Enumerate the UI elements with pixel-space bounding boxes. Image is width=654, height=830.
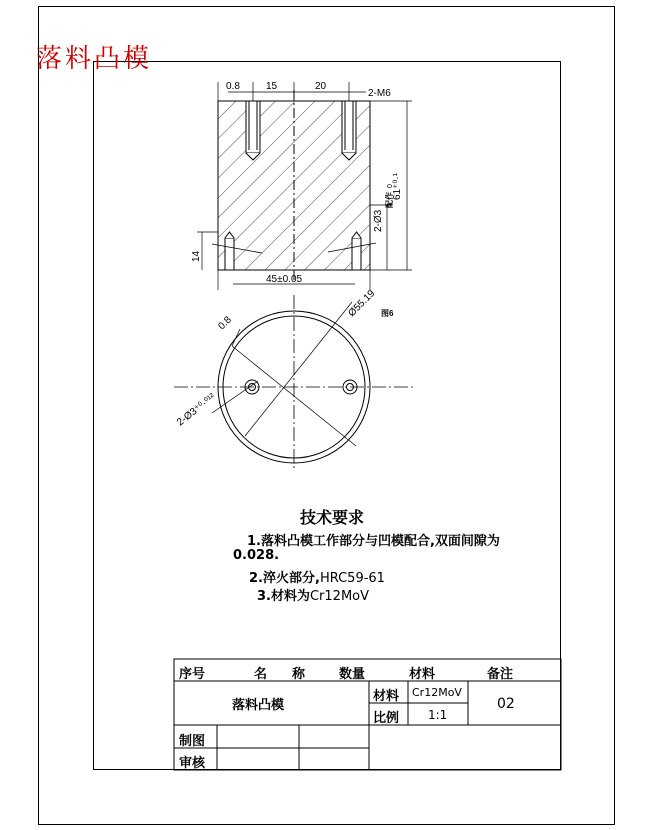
material-label: 材料 bbox=[373, 689, 400, 704]
header-note: 备注 bbox=[487, 667, 514, 682]
requirement-3-value: Cr12MoV bbox=[309, 589, 370, 604]
dim-width-20: 20 bbox=[315, 81, 327, 92]
header-material: 材料 bbox=[409, 667, 436, 682]
checked-by-label: 审核 bbox=[179, 756, 206, 771]
side-note-b: 图6 bbox=[381, 309, 394, 318]
header-seq: 序号 bbox=[179, 667, 206, 682]
requirement-2 bbox=[249, 567, 385, 586]
requirement-1b: 0.028. bbox=[233, 548, 280, 563]
plan-dimensions bbox=[175, 288, 394, 429]
material-value: Cr12MoV bbox=[412, 686, 462, 699]
plan-view bbox=[174, 295, 414, 470]
drawn-by-label: 制图 bbox=[179, 734, 206, 749]
section-view bbox=[197, 82, 412, 290]
part-name: 落料凸模 bbox=[232, 698, 285, 713]
dim-chamfer-top: 0.8 bbox=[226, 81, 240, 92]
dim-hole-vertical: 2-Ø3 bbox=[373, 209, 384, 232]
pin-hole-right bbox=[352, 238, 361, 270]
part-title: 落料凸模 bbox=[36, 44, 153, 74]
dim-diameter: Ø55.19 bbox=[346, 288, 378, 320]
header-name-1: 名 bbox=[254, 667, 268, 682]
requirements-title: 技术要求 bbox=[300, 508, 365, 527]
dim-height-tol-sub: 0 bbox=[387, 184, 394, 188]
dim-depth-14: 14 bbox=[191, 250, 202, 262]
drawing-number: 02 bbox=[497, 696, 515, 712]
side-note-a: 配作 bbox=[385, 192, 394, 208]
scale-value: 1:1 bbox=[428, 708, 448, 722]
thread-hole-left bbox=[246, 101, 260, 153]
requirement-2-label: 2.淬火部分, bbox=[249, 571, 320, 586]
requirement-3-label: 3.材料为 bbox=[257, 589, 310, 604]
scale-label: 比例 bbox=[373, 711, 400, 726]
requirement-3 bbox=[257, 585, 369, 604]
dim-thread: 2-M6 bbox=[368, 88, 391, 99]
dim-hole-plan: 2-Ø3⁺⁰·⁰¹² bbox=[175, 391, 218, 429]
dim-height-tol: 61⁺⁰·¹ bbox=[392, 172, 403, 200]
thread-hole-right bbox=[342, 101, 356, 153]
dim-chamfer-plan: 0.8 bbox=[216, 314, 234, 333]
requirement-2-value: HRC59-61 bbox=[319, 571, 385, 586]
requirement-1a: 1.落料凸模工作部分与凹模配合,双面间隙为 bbox=[247, 534, 500, 549]
dim-width-15: 15 bbox=[266, 81, 278, 92]
dim-base-width: 45±0.05 bbox=[266, 274, 303, 285]
pin-hole-left bbox=[225, 238, 234, 270]
header-qty: 数量 bbox=[339, 667, 366, 682]
header-name-2: 称 bbox=[292, 667, 306, 682]
